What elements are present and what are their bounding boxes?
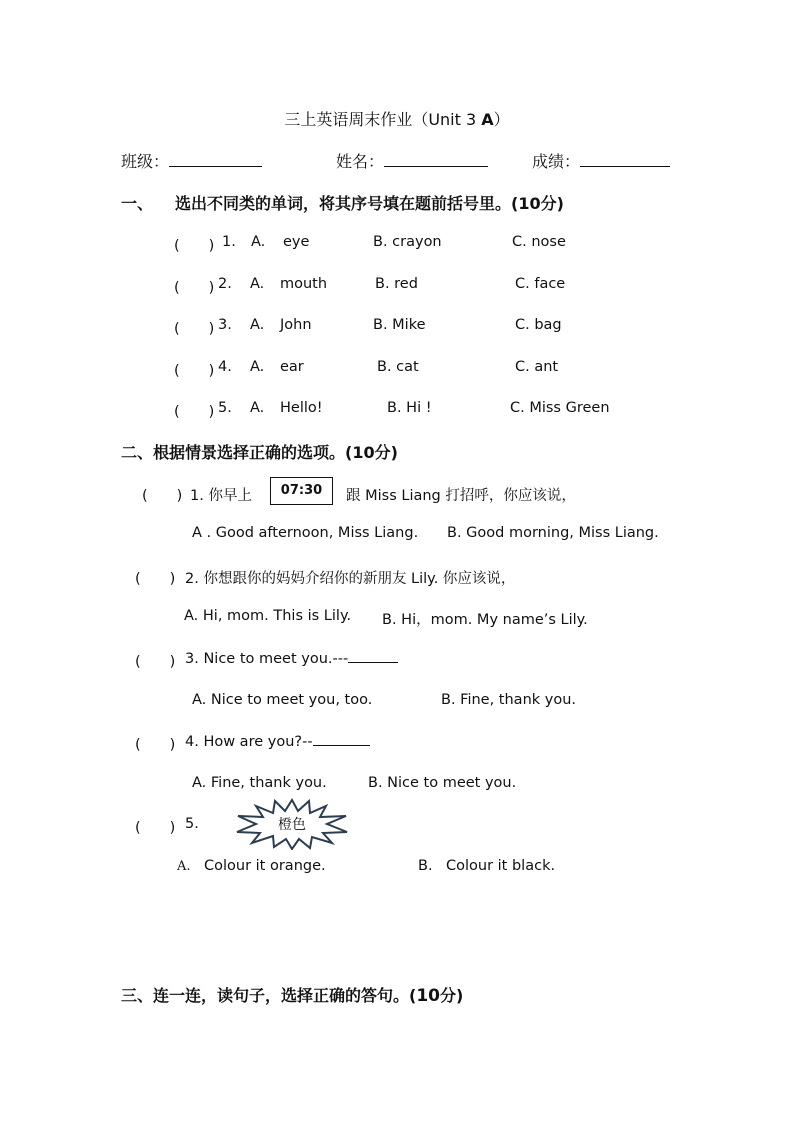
score-label: 成绩： (532, 152, 581, 171)
s1-q2-option-a-letter: A. (250, 276, 265, 292)
s2-q3-answer-blank[interactable] (348, 650, 398, 663)
s1-q2-option-b: B. red (375, 276, 418, 292)
title-unit-letter: A (481, 110, 494, 129)
s1-q5-number: 5. (218, 400, 232, 416)
clock-time-box: 07:30 (270, 477, 333, 505)
name-label: 姓名： (336, 152, 385, 171)
score-blank[interactable] (580, 152, 670, 167)
s2-q2-option-a: A. Hi, mom. This is Lily. (184, 608, 352, 624)
s2-q2-paren[interactable]: ( ) (135, 571, 176, 587)
s1-q2-option-a: mouth (280, 276, 328, 292)
section1-heading (121, 191, 564, 214)
s1-q1-option-a-letter: A. (251, 234, 266, 250)
s1-q4-option-b: B. cat (377, 359, 419, 375)
s2-q3-paren[interactable]: ( ) (135, 654, 176, 670)
s1-q4-option-c: C. ant (515, 359, 559, 375)
section1-title: 选出不同类的单词，将其序号填在题前括号里。(10分) (175, 194, 564, 213)
section1-number: 一、 (121, 194, 154, 213)
s1-q5-paren[interactable]: ( ) (174, 404, 215, 420)
s2-q4-text (185, 733, 370, 750)
s1-q3-option-a-letter: A. (250, 317, 265, 333)
s2-q5-option-b-letter: B. (418, 858, 433, 874)
name-field (336, 149, 488, 172)
class-blank[interactable] (169, 152, 262, 167)
s2-q3-question: 3. Nice to meet you.--- (185, 651, 349, 667)
s1-q4-option-a-letter: A. (250, 359, 265, 375)
s1-q1-option-b: B. crayon (373, 234, 442, 250)
s1-q3-paren[interactable]: ( ) (174, 321, 215, 337)
section2-heading: 二、根据情景选择正确的选项。(10分) (121, 443, 398, 462)
s2-q1-suffix: 跟 Miss Liang 打招呼，你应该说， (346, 488, 576, 504)
section3-title: 三、连一连，读句子，选择正确的答句。( (121, 986, 417, 1005)
s2-q1-option-b: B. Good morning, Miss Liang. (447, 525, 659, 541)
s2-q5-paren[interactable]: ( ) (135, 820, 176, 836)
s2-q4-paren[interactable]: ( ) (135, 737, 176, 753)
s2-q2-text: 2. 你想跟你的妈妈介绍你的新朋友 Lily. 你应该说， (185, 571, 516, 587)
score-field (532, 149, 670, 172)
s2-q4-option-b: B. Nice to meet you. (368, 775, 517, 791)
s1-q4-paren[interactable]: ( ) (174, 363, 215, 379)
s2-q1-option-a: A . Good afternoon, Miss Liang. (192, 525, 419, 541)
s2-q4-question: 4. How are you?-- (185, 734, 313, 750)
s1-q2-number: 2. (218, 276, 232, 292)
s1-q1-paren[interactable]: ( ) (174, 238, 215, 254)
s1-q2-paren[interactable]: ( ) (174, 280, 215, 296)
s2-q3-text (185, 650, 398, 667)
s1-q5-option-a: Hello! (280, 400, 323, 416)
name-blank[interactable] (384, 152, 488, 167)
title-text: 三上英语周末作业（Unit 3 (284, 110, 482, 129)
s1-q4-number: 4. (218, 359, 232, 375)
s2-q5-number: 5. (185, 816, 199, 832)
s1-q3-option-c: C. bag (515, 317, 562, 333)
s2-q1-prefix: 1. 你早上 (190, 488, 252, 504)
s1-q5-option-c: C. Miss Green (510, 400, 610, 416)
s2-q5-option-b: Colour it black. (446, 858, 556, 874)
s1-q5-option-a-letter: A. (250, 400, 265, 416)
page-title (0, 107, 794, 130)
s1-q5-option-b: B. Hi ! (387, 400, 432, 416)
s2-q3-option-a: A. Nice to meet you, too. (192, 692, 373, 708)
s2-q4-option-a: A. Fine, thank you. (192, 775, 327, 791)
s1-q4-option-a: ear (280, 359, 304, 375)
s2-q4-answer-blank[interactable] (313, 733, 370, 746)
s1-q1-option-a: eye (283, 234, 310, 250)
s1-q3-option-b: B. Mike (373, 317, 426, 333)
s1-q2-option-c: C. face (515, 276, 566, 292)
section3-points: 10 (416, 986, 440, 1006)
section3-title-end: 分) (440, 986, 464, 1005)
s2-q1-paren[interactable]: ( ) (142, 488, 183, 504)
s1-q1-number: 1. (222, 234, 236, 250)
class-field (121, 149, 262, 172)
starburst-label: 橙色 (278, 817, 306, 833)
section3-heading (121, 983, 463, 1006)
s2-q5-option-a: Colour it orange. (204, 858, 326, 874)
s2-q5-option-a-letter: A. (177, 859, 191, 874)
s1-q1-option-c: C. nose (512, 234, 566, 250)
class-label: 班级： (121, 152, 170, 171)
title-close: ） (493, 110, 510, 129)
s1-q3-number: 3. (218, 317, 232, 333)
s2-q3-option-b: B. Fine, thank you. (441, 692, 577, 708)
s2-q2-option-b: B. Hi，mom. My name’s Lily. (382, 612, 588, 628)
s1-q3-option-a: John (280, 317, 312, 333)
